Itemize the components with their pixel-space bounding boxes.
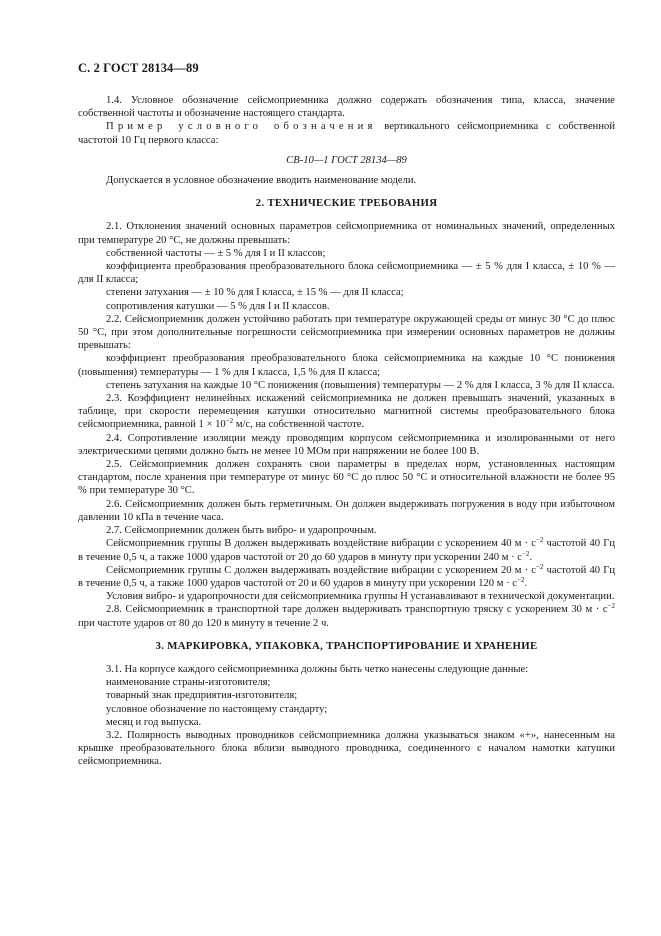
paragraph-2-6: 2.6. Сейсмоприемник должен быть герметичным. Он должен выдерживать погружения в воду при избыточном давлении 10 кПа в течение часа.	[78, 498, 615, 523]
paragraph-2-3-tail: м/с, на собственной частоте.	[233, 419, 365, 431]
exponent: −2	[516, 575, 525, 584]
paragraph-2-1-b: коэффициента преобразования преобразовательного блока сейсмоприемника — ± 5 % для I класса, ± 10 % — для II класса;	[78, 261, 615, 286]
period: .	[529, 551, 533, 563]
group-c-text-mid: частотой 40 Гц в течение 0,5 ч, а также 1000 ударов частотой от 20 и 60 ударов в минуту при ускорении 120 м · с	[78, 564, 615, 589]
exponent: −2	[535, 536, 544, 545]
section-2-title: 2. ТЕХНИЧЕСКИЕ ТРЕБОВАНИЯ	[255, 197, 438, 210]
group-b-text-mid: частотой 40 Гц в течение 0,5 ч, а также 1000 ударов частотой от 20 до 60 ударов в минуту при ускорении 240 м · с	[78, 538, 615, 563]
paragraph-2-1-d: сопротивления катушки — 5 % для I и II классов.	[106, 300, 330, 312]
paragraph-2-7-group-b	[78, 537, 615, 563]
example-text: вертикального сейсмоприемника с собственной частотой 10 Гц первого класса:	[78, 121, 615, 146]
paragraph-2-1-a: собственной частоты — ± 5 % для I и II классов;	[106, 247, 326, 259]
paragraph-3-1-c: условное обозначение по настоящему стандарту;	[106, 703, 328, 715]
paragraph-model: Допускается в условное обозначение вводить наименование модели.	[106, 175, 417, 187]
group-b-text: Сейсмоприемник группы В должен выдерживать воздействие вибрации с ускорением 40 м · с	[106, 538, 536, 550]
paragraph-2-1-c: степени затухания — ± 10 % для I класса, ± 15 % — для II класса;	[106, 287, 404, 299]
example-label: Пример условного обозначения	[106, 121, 377, 133]
paragraph-3-1: 3.1. На корпусе каждого сейсмоприемника должны быть четко нанесены следующие данные:	[106, 663, 529, 675]
paragraph-2-1: 2.1. Отклонения значений основных параметров сейсмоприемника от номинальных значений, определенных при температуре 20 °С, не должны превышать:	[78, 221, 615, 246]
paragraph-2-2: 2.2. Сейсмоприемник должен устойчиво работать при температуре окружающей среды от минус 30 °С до плюс 50 °С, при этом дополнительные погрешности сейсмоприемника при измерении основных параметров не должны превышать:	[78, 313, 615, 352]
paragraph-2-3-text: 2.3. Коэффициент нелинейных искажений сейсмоприемника не должен превышать значений, указанных в таблице, при скорости перемещения катушки относительно магнитной системы преобразовательного блока сейсмоприемника, равной 1 × 10	[78, 393, 615, 431]
paragraph-2-7-group-c	[78, 564, 615, 590]
paragraph-2-8-tail: при частоте ударов от 80 до 120 в минуту в течение 2 ч.	[78, 617, 329, 629]
example-formula: СВ-10—1 ГОСТ 28134—89	[286, 154, 407, 166]
exponent: −2	[607, 602, 615, 611]
paragraph-3-1-b: товарный знак предприятия-изготовителя;	[106, 690, 298, 702]
period: .	[524, 577, 528, 589]
paragraph-2-3	[78, 392, 615, 432]
paragraph-2-2-b: степень затухания на каждые 10 °С понижения (повышения) температуры — 2 % для I класса, 3 % для II класса.	[106, 379, 615, 391]
paragraph-3-1-d: месяц и год выпуска.	[106, 716, 202, 728]
exponent: −2	[225, 417, 234, 426]
paragraph-2-8-text: 2.8. Сейсмоприемник в транспортной таре должен выдерживать транспортную тряску с ускорением 30 м · с	[106, 604, 608, 616]
paragraph-3-1-a: наименование страны-изготовителя;	[106, 677, 271, 689]
page-header: С. 2 ГОСТ 28134—89	[78, 61, 199, 75]
document-body	[78, 94, 615, 769]
paragraph-3-2: 3.2. Полярность выводных проводников сейсмоприемника должна указываться знаком «+», нанесенным на крышке преобразовательного блока вблизи выводного проводника, соединенного с началом намотки катушки сейсмоприемника.	[78, 729, 615, 768]
example-paragraph	[78, 120, 615, 146]
paragraph-2-4: 2.4. Сопротивление изоляции между проводящим корпусом сейсмоприемника и изолированными от него электрическими цепями должно быть не менее 10 МОм при напряжении не более 100 В.	[78, 432, 615, 457]
paragraph-1-4: 1.4. Условное обозначение сейсмоприемника должно содержать обозначения типа, класса, значение собственной частоты и обозначение настоящего стандарта.	[78, 95, 615, 120]
exponent: −2	[535, 562, 544, 571]
paragraph-2-8	[78, 603, 615, 629]
paragraph-2-7-group-h: Условия вибро- и ударопрочности для сейсмоприемника группы Н устанавливают в технической документации.	[106, 591, 615, 603]
exponent: −2	[521, 549, 530, 558]
paragraph-2-2-a: коэффициент преобразования преобразовательного блока сейсмоприемника на каждые 10 °С понижения (повышения) температуры — 1 % для I класса, 1,5 % для II класса;	[78, 353, 615, 378]
group-c-text: Сейсмоприемник группы С должен выдерживать воздействие вибрации с ускорением 20 м · с	[106, 564, 536, 576]
section-3-title: 3. МАРКИРОВКА, УПАКОВКА, ТРАНСПОРТИРОВАНИЕ И ХРАНЕНИЕ	[155, 639, 538, 652]
paragraph-2-7: 2.7. Сейсмоприемник должен быть вибро- и ударопрочным.	[106, 525, 377, 537]
paragraph-2-5: 2.5. Сейсмоприемник должен сохранять свои параметры в пределах норм, установленных настоящим стандартом, после хранения при температуре от минус 60 °С до плюс 50 °С и относительной влажности не более 95 % при температуре 30 °С.	[78, 459, 615, 497]
